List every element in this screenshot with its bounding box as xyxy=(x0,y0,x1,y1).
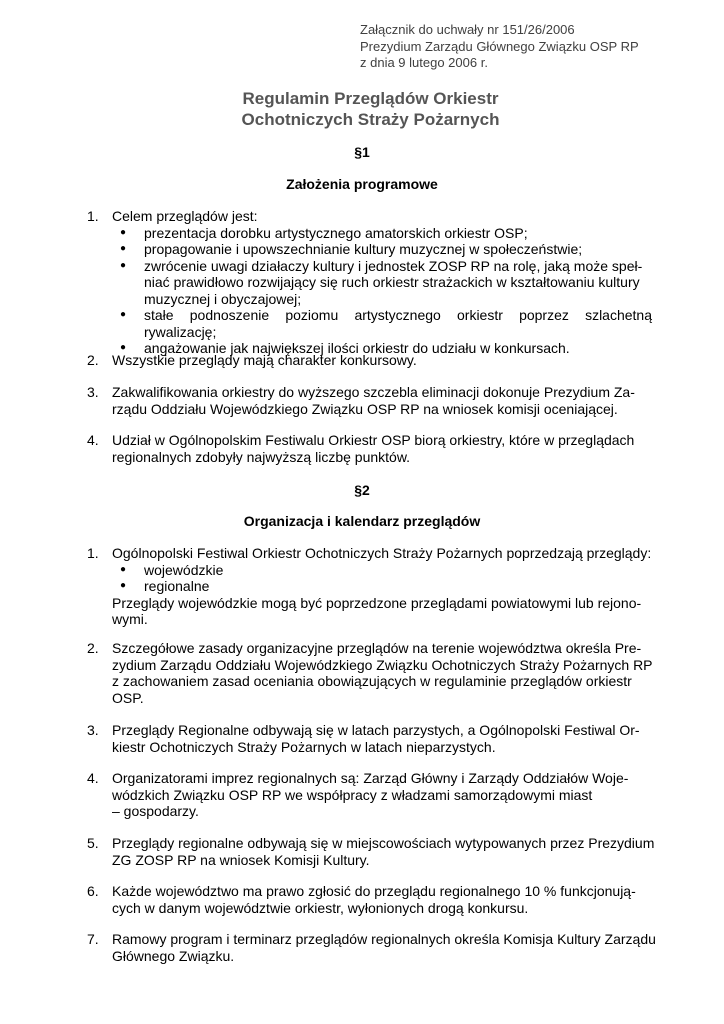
title-line: Ochotniczych Straży Pożarnych xyxy=(241,110,500,129)
bullet-item: ● propagowanie i upowszechnianie kultury muzycznej w społeczeństwie; xyxy=(120,241,583,257)
list-item xyxy=(87,352,652,369)
bullet-icon: ● xyxy=(120,243,127,254)
item-text: Wszystkie przeglądy mają charakter konkursowy. xyxy=(112,352,417,368)
item-number: 2. xyxy=(87,352,99,368)
list-item xyxy=(87,545,652,628)
item-text: Przeglądy wojewódzkie mogą być poprzedzone przeglądami powiatowymi lub rejono- xyxy=(112,594,642,611)
bullet-item: ● angażowanie jak największej ilości orkiestr do udziału w konkursach. xyxy=(120,340,570,356)
item-text: Udział w Ogólnopolskim Festiwalu Orkiestr OSP biorą orkiestry, które w przeglądach xyxy=(112,432,635,448)
list-item xyxy=(87,432,652,465)
section-symbol: §1 xyxy=(354,144,370,160)
item-number: 1. xyxy=(87,208,99,224)
document-title xyxy=(0,88,724,130)
list-item xyxy=(87,384,652,417)
item-text: Ramowy program i terminarz przeglądów regionalnych określa Komisja Kultury Zarządu xyxy=(112,931,656,947)
item-text: Przeglądy Regionalne odbywają się w latach parzystych, a Ogólnopolski Festiwal Or- xyxy=(112,722,640,738)
list-item xyxy=(87,883,652,916)
bullet-icon: ● xyxy=(120,563,127,575)
item-text: Szczegółowe zasady organizacyjne przeglądów na terenie województwa określa Pre- xyxy=(112,640,642,656)
item-number: 1. xyxy=(87,545,99,561)
bullet-icon: ● xyxy=(120,342,127,353)
item-number: 4. xyxy=(87,770,99,786)
list-item xyxy=(87,208,652,357)
item-text: – gospodarzy. xyxy=(112,803,199,819)
bullet-icon: ● xyxy=(120,259,127,271)
item-text: Przeglądy regionalne odbywają się w miejscowościach wytypowanych przez Prezydium xyxy=(112,835,655,851)
item-text: cych w danym województwie orkiestr, wyłonionych drogą konkursu. xyxy=(112,899,529,916)
item-number: 4. xyxy=(87,432,99,448)
bullet-list xyxy=(112,225,652,357)
item-text: zydium Zarządu Oddziału Wojewódzkiego Związku Ochotniczych Straży Pożarnych RP xyxy=(112,656,653,673)
item-text: wymi. xyxy=(112,611,148,627)
item-text: Organizatorami imprez regionalnych są: Zarząd Główny i Zarządy Oddziałów Woje- xyxy=(112,770,629,786)
list-item xyxy=(87,722,652,755)
item-number: 3. xyxy=(87,384,99,400)
attachment-note xyxy=(360,22,639,72)
item-text: Zakwalifikowania orkiestry do wyższego szczebla eliminacji dokonuje Prezydium Za- xyxy=(112,384,635,400)
item-text: regionalnych zdobyły najwyższą liczbę punktów. xyxy=(112,448,411,465)
section-heading: Założenia programowe xyxy=(286,176,438,192)
section-heading: Organizacja i kalendarz przeglądów xyxy=(243,513,481,529)
list-item xyxy=(87,770,652,820)
item-text: Każde województwo ma prawo zgłosić do przeglądu regionalnego 10 % funkcjonują- xyxy=(112,883,636,899)
item-number: 2. xyxy=(87,640,99,656)
bullet-icon: ● xyxy=(120,309,127,320)
item-number: 3. xyxy=(87,722,99,738)
item-text: wódzkich Związku OSP RP we współpracy z władzami samorządowymi miast xyxy=(112,786,593,803)
item-text: Ogólnopolski Festiwal Orkiestr Ochotniczych Straży Pożarnych poprzedzają przeglądy: xyxy=(112,545,652,561)
bullet-item: ● wojewódzkie xyxy=(120,561,224,578)
bullet-item: ● zwrócenie uwagi działaczy kultury i jednostek ZOSP RP na rolę, jaką może speł- niać prawidłowo rozwijający się ruch orkiestr strażackich w kształtowaniu kultury muzycznej i obyczajowej; xyxy=(120,257,643,307)
section-symbol: §2 xyxy=(354,482,370,498)
list-item xyxy=(87,640,652,706)
list-item xyxy=(87,835,655,868)
bullet-list xyxy=(112,562,652,595)
bullet-icon: ● xyxy=(120,226,127,238)
item-number: 5. xyxy=(87,835,99,851)
attachment-line: z dnia 9 lutego 2006 r. xyxy=(360,55,488,70)
list-item xyxy=(87,931,656,964)
item-text: OSP. xyxy=(112,689,144,706)
bullet-item: ● regionalne xyxy=(120,578,210,594)
attachment-line: Prezydium Zarządu Głównego Związku OSP RP xyxy=(360,38,639,54)
bullet-item: ● stałe podnoszenie poziomu artystycznego orkiestr poprzez szlachetną rywalizację; xyxy=(120,307,652,340)
item-number: 7. xyxy=(87,931,99,947)
item-text: Głównego Związku. xyxy=(112,947,235,964)
bullet-icon: ● xyxy=(120,580,127,591)
item-number: 6. xyxy=(87,883,99,899)
item-text: ZG ZOSP RP na wniosek Komisji Kultury. xyxy=(112,851,370,868)
item-text: kiestr Ochotniczych Straży Pożarnych w latach nieparzystych. xyxy=(112,738,496,755)
item-text: rządu Oddziału Wojewódzkiego Związku OSP RP na wniosek komisji oceniającej. xyxy=(112,400,618,417)
title-line: Regulamin Przeglądów Orkiestr xyxy=(242,89,499,108)
bullet-item: ● prezentacja dorobku artystycznego amatorskich orkiestr OSP; xyxy=(120,224,528,241)
item-text: z zachowaniem zasad oceniania obowiązujących w regulaminie przeglądów orkiestr xyxy=(112,673,632,689)
attachment-line: Załącznik do uchwały nr 151/26/2006 xyxy=(360,22,575,37)
item-text: Celem przeglądów jest: xyxy=(112,208,258,224)
